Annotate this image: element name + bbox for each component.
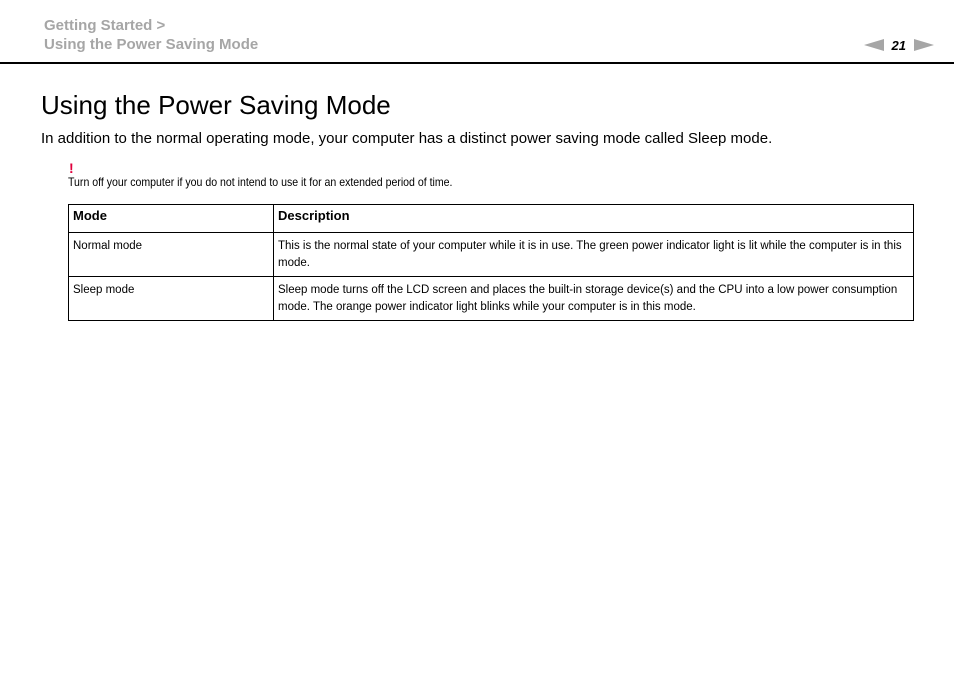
warning-note: Turn off your computer if you do not intend to use it for an extended period of time. — [68, 175, 453, 189]
page-title: Using the Power Saving Mode — [41, 90, 391, 120]
mode-cell: Sleep mode — [69, 277, 274, 321]
intro-paragraph: In addition to the normal operating mode, your computer has a distinct power saving mode called Sleep mode. — [41, 130, 773, 147]
column-header-mode: Mode — [69, 205, 274, 233]
breadcrumb — [44, 16, 258, 54]
description-cell: Sleep mode turns off the LCD screen and places the built-in storage device(s) and the CPU into a low power consumption mode. The orange power indicator light blinks while your computer is in this mode. — [274, 277, 914, 321]
page-navigation — [864, 37, 934, 53]
mode-table — [68, 204, 914, 321]
table-row — [69, 277, 914, 321]
table-row — [69, 233, 914, 277]
mode-cell: Normal mode — [69, 233, 274, 277]
column-header-description: Description — [274, 205, 914, 233]
table-header-row — [69, 205, 914, 233]
breadcrumb-parent[interactable]: Getting Started > — [44, 17, 166, 34]
breadcrumb-current: Using the Power Saving Mode — [44, 36, 259, 53]
arrow-right-icon[interactable] — [914, 39, 934, 51]
description-cell: This is the normal state of your computer while it is in use. The green power indicator light is lit while the computer is in this mode. — [274, 233, 914, 277]
arrow-left-icon[interactable] — [864, 39, 884, 51]
header-divider — [0, 62, 954, 64]
page-number: 21 — [891, 37, 906, 53]
warning-icon: ! — [69, 160, 74, 176]
